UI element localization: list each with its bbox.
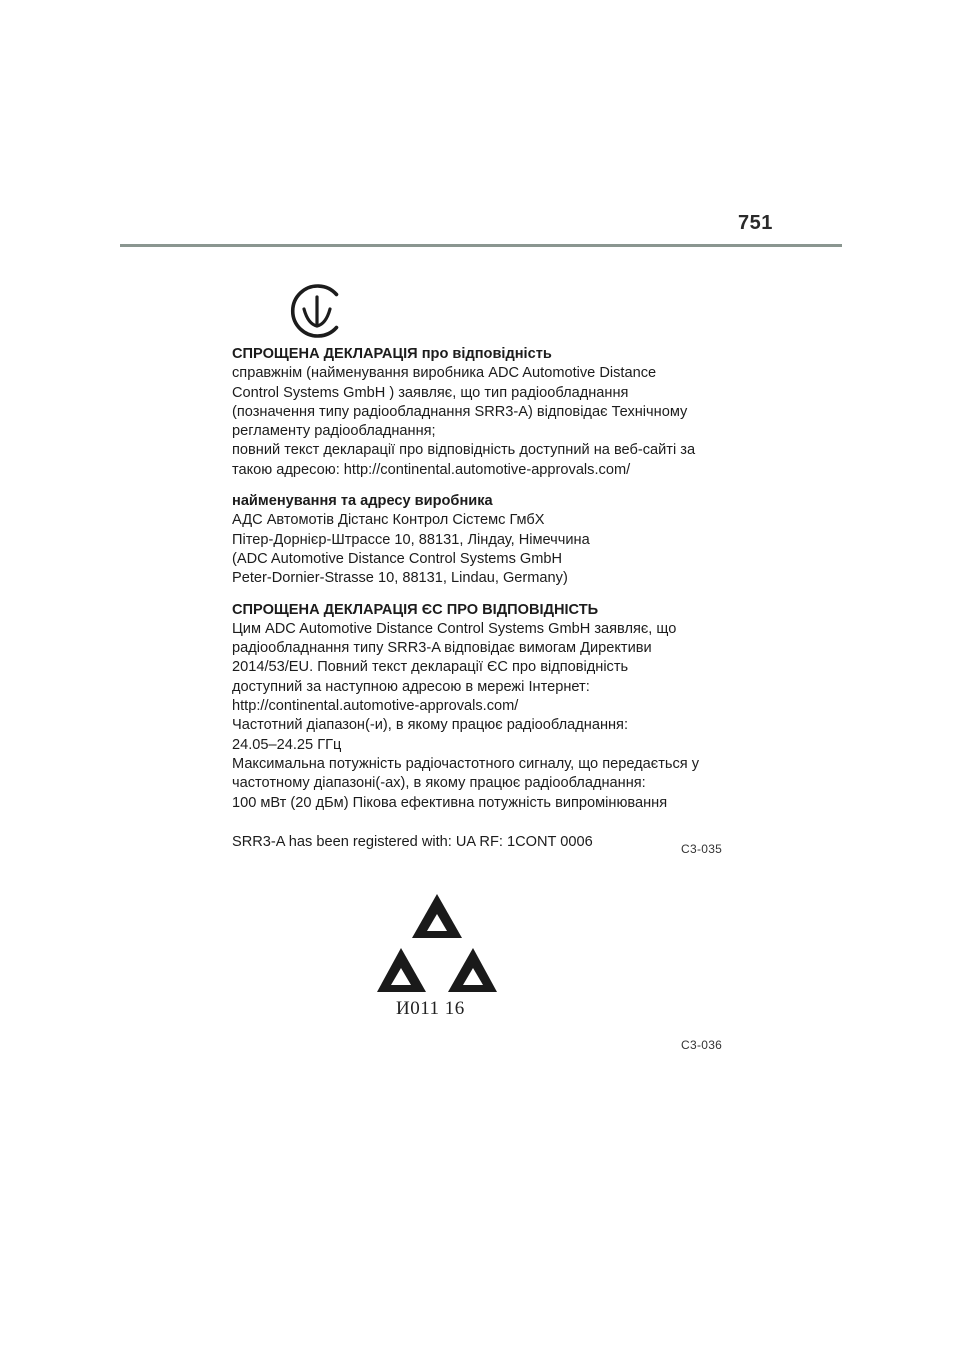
eu-declaration-line: Максимальна потужність радіочастотного сигналу, що передається у — [232, 755, 700, 772]
manufacturer-section — [232, 492, 752, 588]
document-body — [232, 345, 752, 852]
figure-code-c3-035: C3-035 — [681, 842, 723, 856]
simplified-declaration-line: Control Systems GmbH ) заявляє, що тип радіообладнання — [232, 384, 629, 401]
simplified-declaration-line: повний текст декларації про відповідність доступний на веб-сайті за — [232, 442, 696, 459]
manufacturer-line: Пітер-Дорнієр-Штрассе 10, 88131, Ліндау, Німеччина — [232, 531, 590, 548]
eu-declaration-line: 24.05–24.25 ГГц — [232, 736, 342, 753]
simplified-declaration-heading: СПРОЩЕНА ДЕКЛАРАЦІЯ про відповідність — [232, 346, 552, 362]
section-gap — [232, 480, 752, 492]
simplified-declaration-line: регламенту радіообладнання; — [232, 423, 436, 440]
page-number: 751 — [738, 212, 773, 234]
eac-registration-code: И011 16 — [396, 998, 465, 1019]
manufacturer-line: Peter-Dornier-Strasse 10, 88131, Lindau, Germany) — [232, 570, 568, 587]
registration-text: SRR3-A has been registered with: UA RF: 1CONT 0006 — [232, 833, 593, 850]
manufacturer-heading: найменування та адресу виробника — [232, 493, 493, 510]
eurasian-conformity-mark-icon — [377, 892, 497, 996]
eu-declaration-heading: СПРОЩЕНА ДЕКЛАРАЦІЯ ЄС ПРО ВІДПОВІДНІСТЬ — [232, 601, 599, 618]
simplified-declaration-line: (позначення типу радіообладнання SRR3-A) відповідає Технічному — [232, 403, 688, 420]
eu-declaration-line: радіообладнання типу SRR3-A відповідає вимогам Директиви — [232, 640, 652, 657]
section-gap — [232, 589, 752, 601]
eu-declaration-line: частотному діапазоні(-ах), в якому працює радіообладнання: — [232, 775, 646, 792]
eu-declaration-line: 100 мВт (20 дБм) Пікова ефективна потужність випромінювання — [232, 794, 668, 811]
simplified-declaration-line: такою адресою: http://continental.automotive-approvals.com/ — [232, 461, 631, 478]
eu-declaration-line: Цим ADC Automotive Distance Control Systems GmbH заявляє, що — [232, 620, 677, 637]
simplified-declaration-section — [232, 345, 752, 480]
manufacturer-line: (ADC Automotive Distance Control Systems GmbH — [232, 550, 563, 567]
ukraine-conformity-mark-icon — [288, 282, 346, 340]
eu-declaration-line: Частотний діапазон(-и), в якому працює радіообладнання: — [232, 717, 629, 734]
eu-declaration-section — [232, 601, 752, 813]
eu-declaration-line: доступний за наступною адресою в мережі Інтернет: — [232, 678, 590, 695]
manufacturer-line: АДС Автомотів Дістанс Контрол Сістемс ГмбХ — [232, 512, 545, 529]
section-gap — [232, 813, 752, 833]
header-rule — [120, 244, 842, 247]
eu-declaration-line: 2014/53/EU. Повний текст декларації ЄС про відповідність — [232, 659, 629, 676]
registration-section — [232, 833, 752, 852]
simplified-declaration-line: справжнім (найменування виробника ADC Automotive Distance — [232, 365, 657, 382]
eu-declaration-line: http://continental.automotive-approvals.com/ — [232, 698, 519, 715]
figure-code-c3-036: C3-036 — [681, 1038, 723, 1052]
